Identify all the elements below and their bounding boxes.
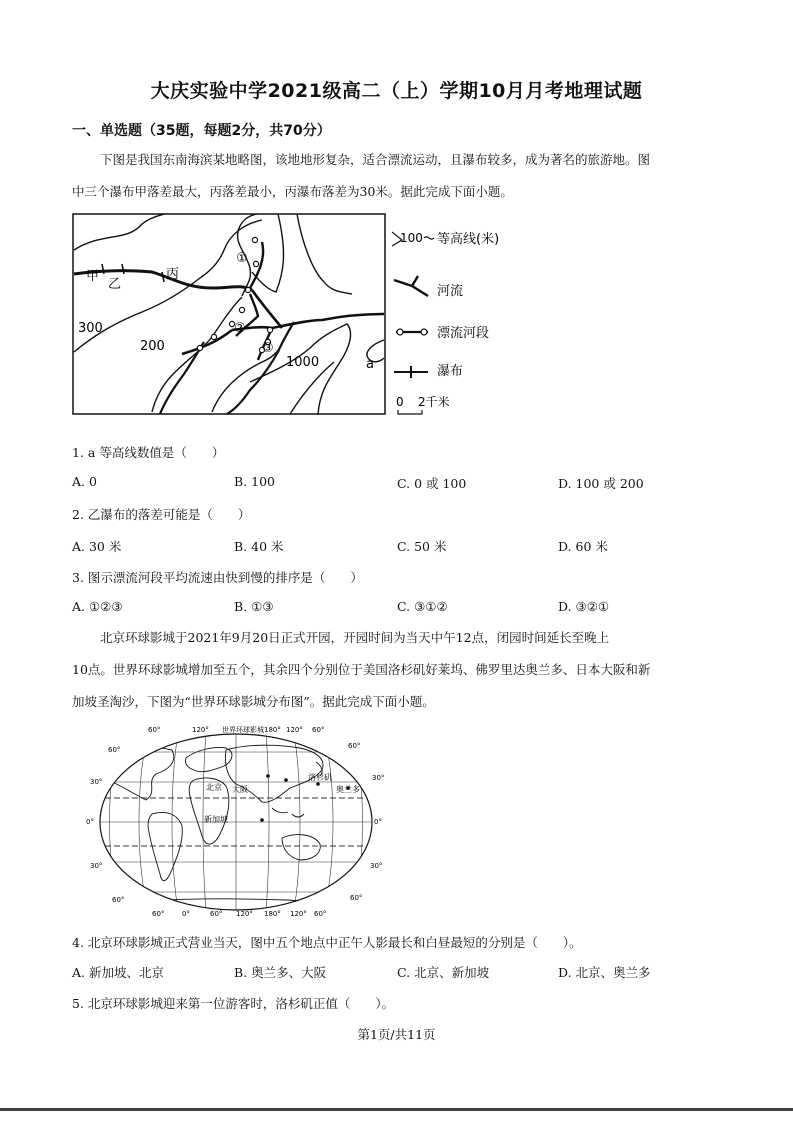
label-bing: 丙 [166, 267, 180, 282]
label-circle-3: ③ [262, 341, 274, 356]
contour-label-200: 200 [140, 339, 165, 354]
q2-option-c[interactable]: C. 50 米 [397, 539, 447, 554]
left-lat-0: 0° [86, 818, 94, 826]
q3-option-a[interactable]: A. ①②③ [72, 599, 123, 614]
page-title: 大庆实验中学2021级高二（上）学期10月月考地理试题 [150, 80, 643, 102]
q1-option-c[interactable]: C. 0 或 100 [397, 476, 467, 491]
question-3: 3. 图示漂流河段平均流速由快到慢的排序是（ ） [72, 570, 363, 585]
q3-option-d[interactable]: D. ③②① [558, 599, 610, 614]
intro1-line2: 中三个瀑布甲落差最大，丙落差最小，丙瀑布落差为30米。据此完成下面小题。 [72, 184, 513, 199]
legend-contour-text: 等高线(米) [437, 232, 500, 247]
intro1-line1: 下图是我国东南海滨某地略图，该地地形复杂，适合漂流运动，且瀑布较多，成为著名的旅游地。图 [100, 152, 651, 167]
map-frame [73, 214, 385, 414]
right-lat-60n: 60° [348, 742, 361, 750]
top-header: 世界环球影城 [222, 726, 264, 734]
q4-option-c[interactable]: C. 北京、新加坡 [397, 965, 490, 980]
label-circle-2: ② [234, 321, 246, 336]
legend-rafting-symbol [397, 329, 403, 335]
scale-bar [398, 410, 422, 414]
q1-option-d[interactable]: D. 100 或 200 [558, 476, 644, 491]
intro2-line1: 北京环球影城于2021年9月20日正式开园，开园时间为当天中午12点，闭园时间延长至晚上 [100, 630, 610, 645]
city-beijing: 北京 [206, 783, 222, 792]
q3-option-c[interactable]: C. ③①② [397, 599, 448, 614]
q2-option-a[interactable]: A. 30 米 [72, 539, 122, 554]
top-label-prefix: 60° [148, 726, 161, 734]
world-map [86, 722, 386, 920]
label-yi: 乙 [108, 277, 122, 292]
top-label-3: 120° [286, 726, 303, 734]
right-lat-30n: 30° [372, 774, 385, 782]
q4-option-d[interactable]: D. 北京、奥兰多 [558, 965, 651, 980]
label-circle-1: ① [236, 251, 248, 266]
scale-text: 2千米 [418, 395, 450, 409]
right-lat-0: 0° [374, 818, 382, 826]
left-lat-30s: 30° [90, 862, 103, 870]
question-5: 5. 北京环球影城迎来第一位游客时，洛杉矶正值（ ）。 [72, 996, 395, 1011]
q4-option-a[interactable]: A. 新加坡、北京 [72, 965, 164, 980]
intro2-line2: 10点。世界环球影城增加至五个，其余四个分别位于美国洛杉矶好莱坞、佛罗里达奥兰多、日本大阪和新 [72, 662, 651, 677]
city-singapore: 新加坡 [204, 815, 228, 824]
left-lat-30n: 30° [90, 778, 103, 786]
legend-contour-sample: 100 [400, 231, 423, 245]
right-lat-60s: 60° [350, 894, 363, 902]
top-label-4: 60° [312, 726, 325, 734]
scale-zero: 0 [396, 395, 404, 409]
right-lat-30s: 30° [370, 862, 383, 870]
q2-option-d[interactable]: D. 60 米 [558, 539, 608, 554]
contour-label-a: a [366, 357, 374, 372]
bottom-label-7: 60° [314, 910, 327, 918]
left-lat-60s: 60° [112, 896, 125, 904]
q2-option-b[interactable]: B. 40 米 [234, 539, 284, 554]
city-orlando: 奥兰多 [336, 785, 360, 794]
question-4: 4. 北京环球影城正式营业当天，图中五个地点中正午人影最长和白昼最短的分别是（ ）。 [72, 935, 582, 950]
top-label-2: 180° [264, 726, 281, 734]
q4-option-b[interactable]: B. 奥兰多、大阪 [234, 965, 327, 980]
city-osaka: 大阪 [232, 785, 248, 794]
contour-label-300: 300 [78, 321, 103, 336]
legend-waterfall-text: 瀑布 [437, 364, 464, 379]
label-jia: 甲 [86, 269, 100, 284]
legend-waterfall-symbol [394, 366, 428, 378]
left-lat-60n: 60° [108, 746, 121, 754]
legend-rafting-text: 漂流河段 [437, 326, 490, 341]
q1-option-b[interactable]: B. 100 [234, 474, 275, 489]
bottom-rule [0, 1108, 793, 1111]
q3-option-b[interactable]: B. ①③ [234, 599, 274, 614]
city-losangeles: 洛杉矶 [308, 773, 332, 782]
legend-river-text: 河流 [437, 284, 464, 299]
bottom-label-3: 60° [210, 910, 223, 918]
top-label-1: 120° [192, 726, 209, 734]
question-2: 2. 乙瀑布的落差可能是（ ） [72, 507, 251, 522]
bottom-label-2: 0° [182, 910, 190, 918]
q1-option-a[interactable]: A. 0 [72, 474, 97, 489]
bottom-label-4: 120° [236, 910, 253, 918]
topographic-map [72, 212, 500, 418]
legend-river-symbol [394, 276, 428, 296]
page-footer: 第1页/共11页 [357, 1027, 436, 1042]
section-heading: 一、单选题（35题，每题2分，共70分） [72, 123, 331, 139]
bottom-label-1: 60° [152, 910, 165, 918]
bottom-label-6: 120° [290, 910, 307, 918]
question-1: 1. a 等高线数值是（ ） [72, 445, 225, 460]
bottom-label-5: 180° [264, 910, 281, 918]
intro2-line3: 加坡圣淘沙，下图为“世界环球影城分布图”。据此完成下面小题。 [72, 694, 435, 709]
contour-label-1000: 1000 [286, 355, 320, 370]
